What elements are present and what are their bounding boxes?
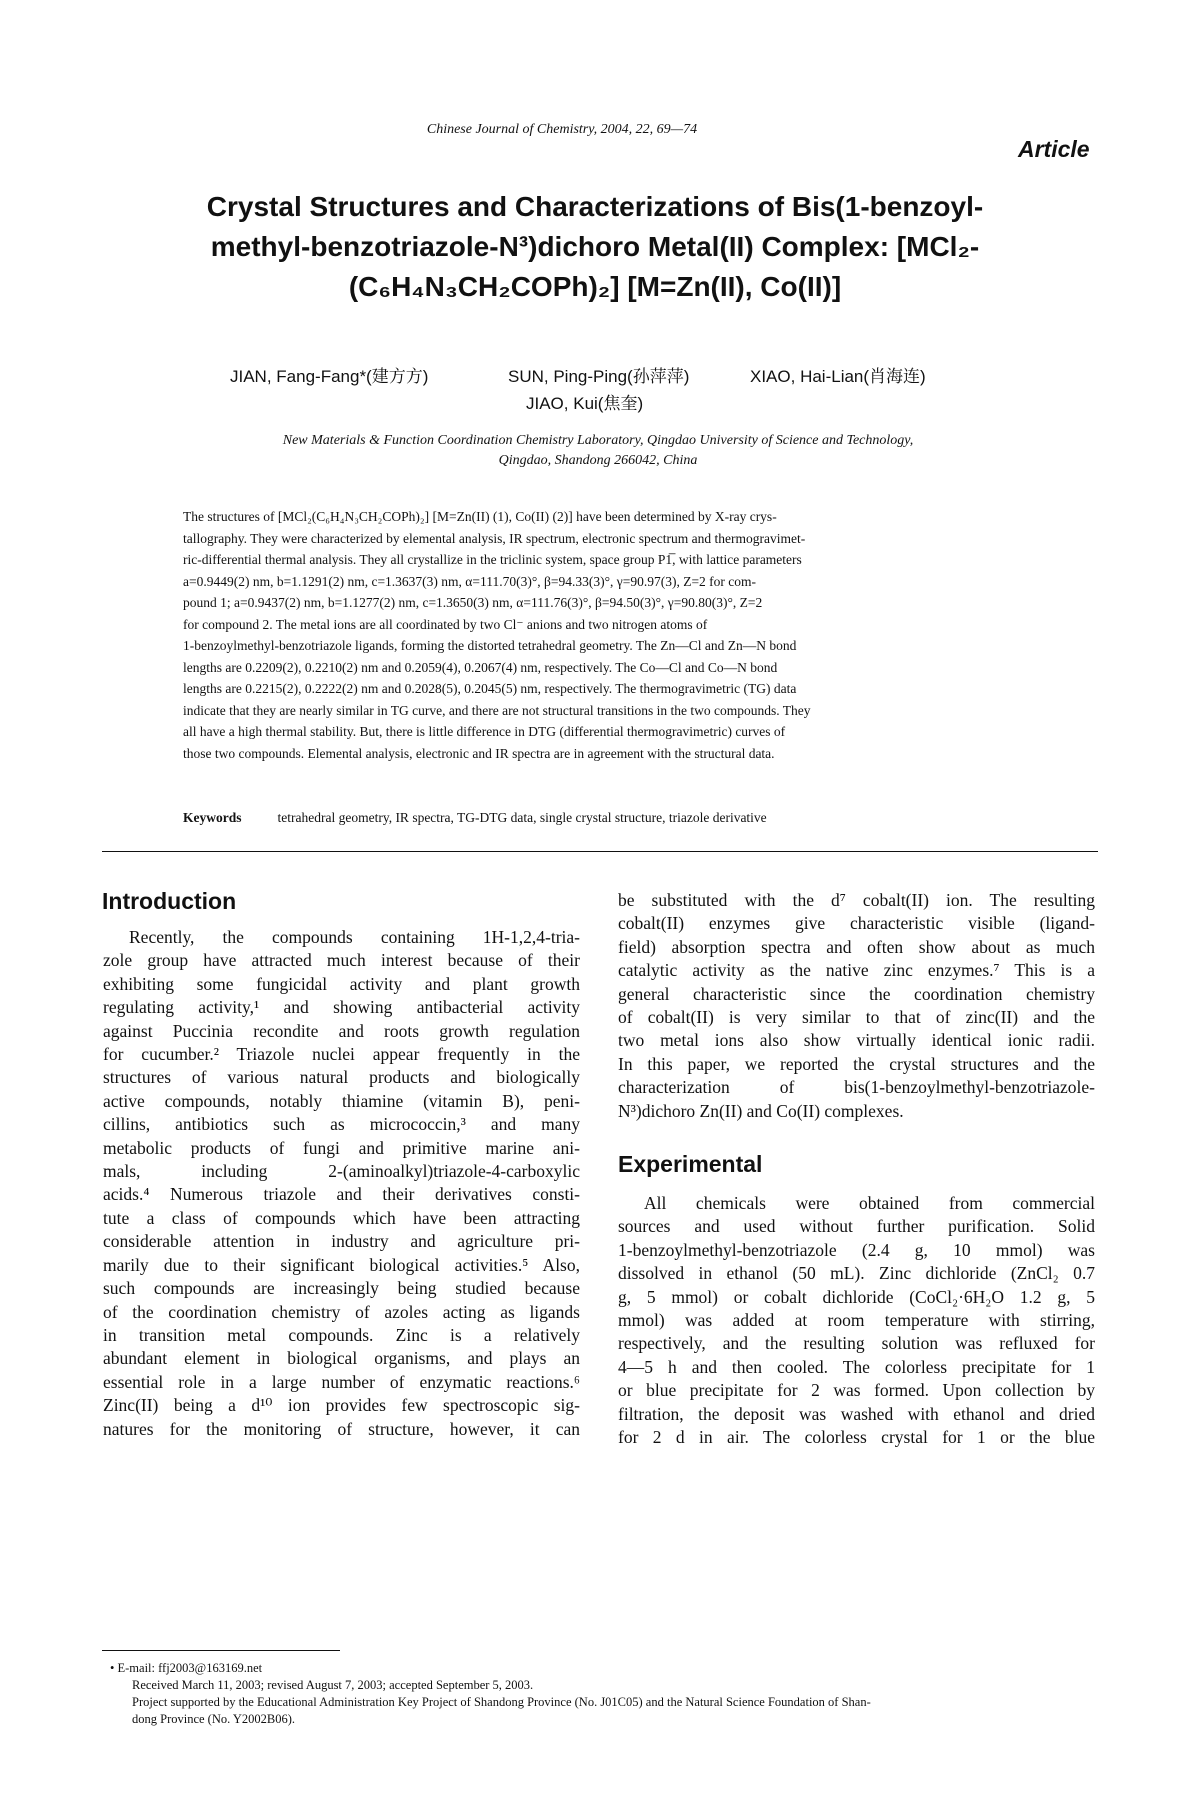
body-line: marily due to their significant biological activities.⁵ Also, [103,1254,580,1275]
abstract-line: ric-differential thermal analysis. They all crystallize in the triclinic system, space group P1̅, with lattice parameters [183,552,802,567]
section-divider [102,851,1098,852]
body-line: for 2 d in air. The colorless crystal for 1 or the blue [618,1427,1095,1448]
body-line: active compounds, notably thiamine (vitamin B), peni- [103,1090,580,1111]
body-line: catalytic activity as the native zinc enzymes.⁷ This is a [618,960,1095,981]
body-line: Zinc(II) being a d¹⁰ ion provides few spectroscopic sig- [103,1395,580,1416]
body-line: exhibiting some fungicidal activity and plant growth [103,973,580,994]
body-line: of cobalt(II) is very similar to that of zinc(II) and the [618,1007,1095,1028]
article-type-label: Article [1018,136,1090,162]
keywords [183,810,1015,826]
body-line: characterization of bis(1-benzoylmethyl-benzotriazole- [618,1077,1095,1098]
abstract-line: a=0.9449(2) nm, b=1.1291(2) nm, c=1.3637(3) nm, α=111.70(3)°, β=94.33(3)°, γ=90.97(3), Z=2 for com- [183,573,757,589]
footnote-email: • E-mail: ffj2003@163169.net [110,1661,263,1675]
paper-title [190,187,1000,307]
body-line: for cucumber.² Triazole nuclei appear frequently in the [103,1044,580,1065]
introduction-body [103,926,580,1441]
title-line-2: methyl-benzotriazole-N³)dichoro Metal(II) Complex: [MCl₂- [210,231,980,262]
body-line: acids.⁴ Numerous triazole and their derivatives consti- [103,1184,580,1205]
introduction-body-continued [618,889,1095,1123]
body-line: zole group have attracted much interest because of their [103,950,580,971]
abstract-line: for compound 2. The metal ions are all coordinated by two Cl⁻ anions and two nitrogen atoms of [183,616,708,632]
body-line: mals, including 2-(aminoalkyl)triazole-4-carboxylic [103,1161,580,1182]
body-line: g, 5 mmol) or cobalt dichloride (CoCl₂·6H₂O 1.2 g, 5 [618,1286,1095,1307]
body-line: two metal ions also show virtually identical ionic radii. [618,1030,1095,1051]
body-line: Recently, the compounds containing 1H-1,2,4-tria- [129,927,580,947]
body-line: filtration, the deposit was washed with ethanol and dried [618,1403,1095,1424]
abstract-line: 1-benzoylmethyl-benzotriazole ligands, forming the distorted tetrahedral geometry. The Zn—Cl and Zn—N bond [183,638,797,653]
body-line: such compounds are increasingly being studied because [103,1278,580,1299]
body-line: respectively, and the resulting solution was refluxed for [618,1333,1095,1354]
author-jian: JIAN, Fang-Fang*(建方方) [230,367,429,386]
author-sun: SUN, Ping-Ping(孙萍萍) [508,367,690,386]
body-line: essential role in a large number of enzymatic reactions.⁶ [103,1371,580,1392]
body-line: tute a class of compounds which have been attracting [103,1207,580,1228]
body-line: against Puccinia recondite and roots growth regulation [103,1020,580,1041]
body-line: mmol) was added at room temperature with stirring, [618,1310,1095,1331]
body-line: be substituted with the d⁷ cobalt(II) ion. The resulting [618,890,1095,910]
abstract-line: lengths are 0.2209(2), 0.2210(2) nm and 0.2059(4), 0.2067(4) nm, respectively. The Co—Cl and Co—N bond [183,659,778,675]
keywords-text: tetrahedral geometry, IR spectra, TG-DTG data, single crystal structure, triazole derivative [277,810,767,825]
body-line: or blue precipitate for 2 was formed. Upon collection by [618,1380,1095,1401]
journal-citation: Chinese Journal of Chemistry, 2004, 22, 69—74 [426,122,698,137]
abstract-line: The structures of [MCl₂(C₆H₄N₃CH₂COPh)₂] [M=Zn(II) (1), Co(II) (2)] have been determined by X-ray crys- [183,509,777,524]
introduction-heading: Introduction [102,888,237,914]
footnote-received: Received March 11, 2003; revised August 7, 2003; accepted September 5, 2003. [132,1678,534,1692]
affiliation-line-1: New Materials & Function Coordination Chemistry Laboratory, Qingdao University of Science and Technology, [282,433,914,448]
body-line: cobalt(II) enzymes give characteristic visible (ligand- [618,913,1095,934]
body-line: 1-benzoylmethyl-benzotriazole (2.4 g, 10 mmol) was [618,1239,1095,1260]
affiliation-line-2: Qingdao, Shandong 266042, China [498,453,698,468]
abstract [183,506,1015,764]
affiliation [178,431,1018,471]
abstract-line: those two compounds. Elemental analysis, electronic and IR spectra are in agreement with the structural data. [183,745,775,761]
body-line: All chemicals were obtained from commercial [644,1193,1095,1213]
footnote-project: Project supported by the Educational Administration Key Project of Shandong Province (No. J01C05) and the Natural Science Foundation of Shan- [132,1695,871,1709]
abstract-line: all have a high thermal stability. But, there is little difference in DTG (differential thermogravimetric) curves of [183,724,786,739]
experimental-heading: Experimental [618,1151,763,1177]
author-jiao: JIAO, Kui(焦奎) [526,394,644,413]
experimental-body [618,1192,1095,1449]
footnote-divider [102,1650,340,1651]
abstract-line: tallography. They were characterized by elemental analysis, IR spectrum, electronic spectrum and thermogravimet- [183,530,806,546]
abstract-line: indicate that they are nearly similar in TG curve, and there are not structural transitions in the two compounds. They [183,702,811,718]
body-line: regulating activity,¹ and showing antibacterial activity [103,997,580,1018]
body-line: N³)dichoro Zn(II) and Co(II) complexes. [618,1100,904,1121]
body-line: general characteristic since the coordination chemistry [618,983,1095,1004]
body-line: natures for the monitoring of structure, however, it can [103,1418,580,1439]
keywords-label: Keywords [183,810,242,825]
title-line-3: (C₆H₄N₃CH₂COPh)₂] [M=Zn(II), Co(II)] [348,271,842,302]
author-xiao: XIAO, Hai-Lian(肖海连) [750,367,926,386]
abstract-line: pound 1; a=0.9437(2) nm, b=1.1277(2) nm, c=1.3650(3) nm, α=111.76(3)°, β=94.50(3)°, γ=90.80(3)°, Z=2 [183,595,763,610]
body-line: metabolic products of fungi and primitive marine ani- [103,1137,580,1158]
body-line: cillins, antibiotics such as micrococcin,³ and many [103,1114,580,1135]
body-line: sources and used without further purification. Solid [618,1216,1095,1237]
body-line: structures of various natural products and biologically [103,1067,580,1088]
title-line-1: Crystal Structures and Characterizations of Bis(1-benzoyl- [206,191,984,222]
body-line: in transition metal compounds. Zinc is a relatively [103,1324,580,1345]
body-line: considerable attention in industry and agriculture pri- [103,1231,580,1252]
body-line: field) absorption spectra and often show about as much [618,936,1095,957]
body-line: 4—5 h and then cooled. The colorless precipitate for 1 [618,1356,1095,1377]
body-line: dissolved in ethanol (50 mL). Zinc dichloride (ZnCl₂ 0.7 [618,1263,1095,1284]
footnotes [110,1660,1100,1728]
abstract-line: lengths are 0.2215(2), 0.2222(2) nm and 0.2028(5), 0.2045(5) nm, respectively. The thermogravimetric (TG) data [183,681,797,696]
body-line: abundant element in biological organisms, and plays an [103,1348,580,1369]
body-line: of the coordination chemistry of azoles acting as ligands [103,1301,580,1322]
footnote-project: dong Province (No. Y2002B06). [132,1712,296,1726]
body-line: In this paper, we reported the crystal structures and the [618,1053,1095,1074]
